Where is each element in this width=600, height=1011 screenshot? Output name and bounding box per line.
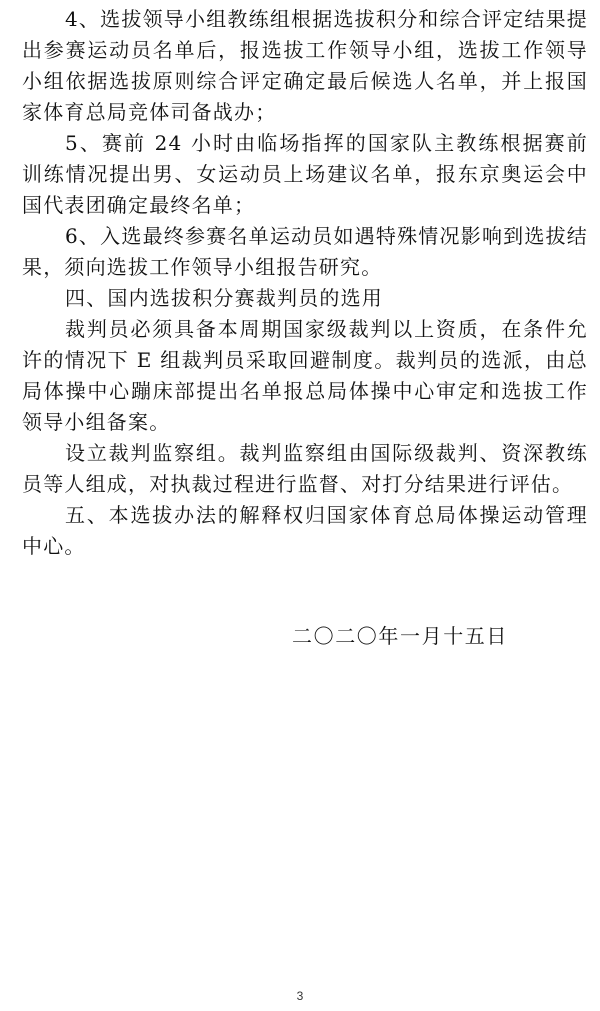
section-heading-four: 四、国内选拔积分赛裁判员的选用 [65, 286, 383, 310]
paragraph-item-5: 5、赛前 24 小时由临场指挥的国家队主教练根据赛前训练情况提出男、女运动员上场建议名单，报东京奥运会中国代表团确定最终名单； [22, 131, 588, 217]
paragraph-item-6: 6、入选最终参赛名单运动员如遇特殊情况影响到选拔结果，须向选拔工作领导小组报告研究。 [22, 224, 588, 279]
paragraph-supervision-group: 设立裁判监察组。裁判监察组由国际级裁判、资深教练员等人组成，对执裁过程进行监督、对打分结果进行评估。 [22, 441, 588, 496]
page-number: 3 [296, 989, 304, 1003]
paragraph-referee-requirements: 裁判员必须具备本周期国家级裁判以上资质，在条件允许的情况下 E 组裁判员采取回避制度。裁判员的选派，由总局体操中心蹦床部提出名单报总局体操中心审定和选拔工作领导小组备案。 [22, 317, 588, 434]
document-date: 二〇二〇年一月十五日 [292, 624, 508, 648]
paragraph-item-4: 4、选拔领导小组教练组根据选拔积分和综合评定结果提出参赛运动员名单后，报选拔工作领导小组，选拔工作领导小组依据选拔原则综合评定确定最后候选人名单，并上报国家体育总局竞体司备战办； [22, 7, 588, 124]
section-heading-five: 五、本选拔办法的解释权归国家体育总局体操运动管理中心。 [22, 503, 588, 558]
